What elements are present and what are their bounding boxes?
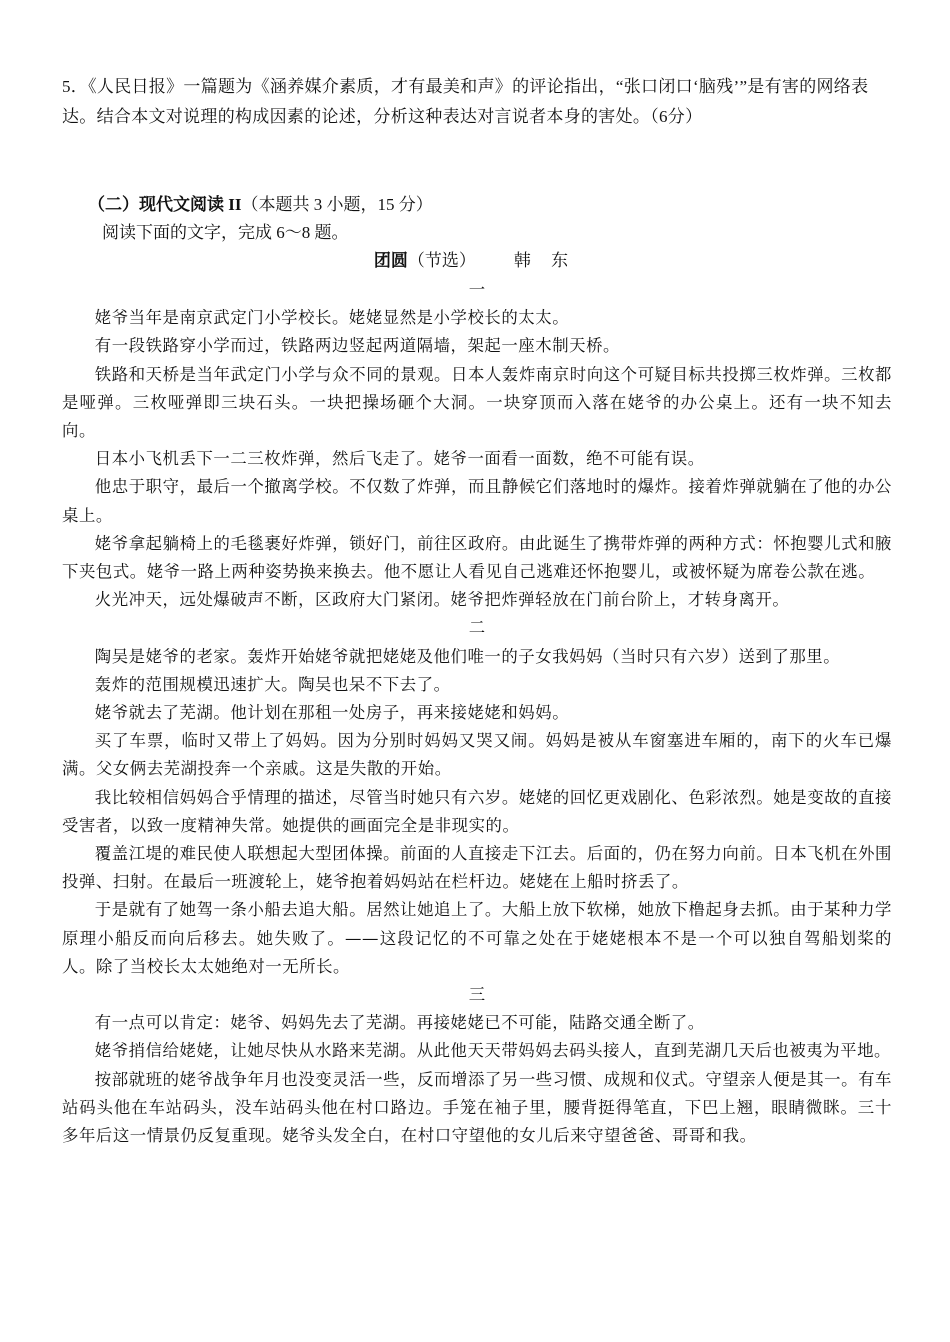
- paragraph: 有一段铁路穿小学而过，铁路两边竖起两道隔墙，架起一座木制天桥。: [94, 336, 620, 356]
- article-subtitle: （节选）: [407, 251, 476, 270]
- article-title-line: [0, 248, 950, 274]
- section-title: （二）现代文阅读 II: [88, 195, 242, 214]
- paragraph: 轰炸的范围规模迅速扩大。陶吴也呆不下去了。: [94, 674, 451, 694]
- article-author: 韩 东: [513, 251, 577, 270]
- section-heading: [88, 192, 888, 218]
- paragraph: 姥爷就去了芜湖。他计划在那租一处房子，再来接姥姥和妈妈。: [94, 703, 570, 723]
- paragraph: 他忠于职守，最后一个撤离学校。不仅数了炸弹，而且静候它们落地时的爆炸。接着炸弹就躺在了他的办公桌上。: [62, 477, 892, 525]
- paragraph: 我比较相信妈妈合乎情理的描述，尽管当时她只有六岁。姥姥的回忆更戏剧化、色彩浓烈。她是变故的直接受害者，以致一度精神失常。她提供的画面完全是非现实的。: [62, 787, 892, 835]
- reading-instruction: 阅读下面的文字，完成 6～8 题。: [102, 223, 349, 242]
- paragraph: 按部就班的姥爷战争年月也没变灵活一些，反而增添了另一些习惯、成规和仪式。守望亲人便是其一。有车站码头他在车站码头，没车站码头他在村口路边。手笼在袖子里，腰背挺得笔直，下巴上翘，眼睛微眯。三十多年后这一情景仍反复重现。姥爷头发全白，在村口守望他的女儿后来守望爸爸、哥哥和我。: [62, 1069, 892, 1146]
- part-number: 一: [468, 280, 486, 299]
- paragraph: 火光冲天，远处爆破声不断，区政府大门紧闭。姥爷把炸弹轻放在门前台阶上，才转身离开。: [94, 590, 790, 610]
- paragraph: 有一点可以肯定：姥爷、妈妈先去了芜湖。再接姥姥已不可能，陆路交通全断了。: [94, 1013, 705, 1033]
- part-number: 三: [468, 985, 486, 1005]
- paragraph: 姥爷捎信给姥姥，让她尽快从水路来芜湖。从此他天天带妈妈去码头接人，直到芜湖几天后也被夷为平地。: [94, 1041, 892, 1061]
- paragraph: 姥爷拿起躺椅上的毛毯裹好炸弹，锁好门，前往区政府。由此诞生了携带炸弹的两种方式：怀抱婴儿式和腋下夹包式。姥爷一路上两种姿势换来换去。他不愿让人看见自己逃难还怀抱婴儿，或被怀疑为席卷公款在逃。: [62, 533, 892, 582]
- question-5: 5．《人民日报》一篇题为《涵养媒介素质，才有最美和声》的评论指出，“张口闭口‘脑残’”是有害的网络表达。结合本文对说理的构成因素的论述，分析这种表达对言说者本身的害处。（6分）: [62, 77, 869, 126]
- paragraph: 陶吴是姥爷的老家。轰炸开始姥爷就把姥姥及他们唯一的子女我妈妈（当时只有六岁）送到了那里。: [94, 646, 841, 666]
- section-note: （本题共 3 小题，15 分）: [241, 195, 433, 214]
- paragraph: 覆盖江堤的难民使人联想起大型团体操。前面的人直接走下江去。后面的，仍在努力向前。日本飞机在外围投弹、扫射。在最后一班渡轮上，姥爷抱着妈妈站在栏杆边。姥姥在上船时挤丢了。: [62, 844, 892, 892]
- paragraph: 铁路和天桥是当年武定门小学与众不同的景观。日本人轰炸南京时向这个可疑目标共投掷三枚炸弹。三枚都是哑弹。三枚哑弹即三块石头。一块把操场砸个大洞。一块穿顶而入落在姥爷的办公桌上。还有一块不知去向。: [62, 364, 892, 441]
- paragraph: 于是就有了她驾一条小船去追大船。居然让她追上了。大船上放下软梯，她放下橹起身去抓。由于某种力学原理小船反而向后移去。她失败了。——这段记忆的不可靠之处在于姥姥根本不是一个可以独自驾船划桨的人。除了当校长太太她绝对一无所长。: [62, 900, 892, 976]
- part-number: 二: [468, 618, 486, 638]
- article-title: 团圆: [373, 251, 408, 270]
- paragraph: 买了车票，临时又带上了妈妈。因为分别时妈妈又哭又闹。妈妈是被从车窗塞进车厢的，南下的火车已爆满。父女俩去芜湖投奔一个亲戚。这是失散的开始。: [62, 731, 892, 779]
- paragraph: 姥爷当年是南京武定门小学校长。姥姥显然是小学校长的太太。: [94, 308, 570, 328]
- paragraph: 日本小飞机丢下一二三枚炸弹，然后飞走了。姥爷一面看一面数，绝不可能有误。: [94, 449, 705, 469]
- article-body: [62, 276, 892, 1150]
